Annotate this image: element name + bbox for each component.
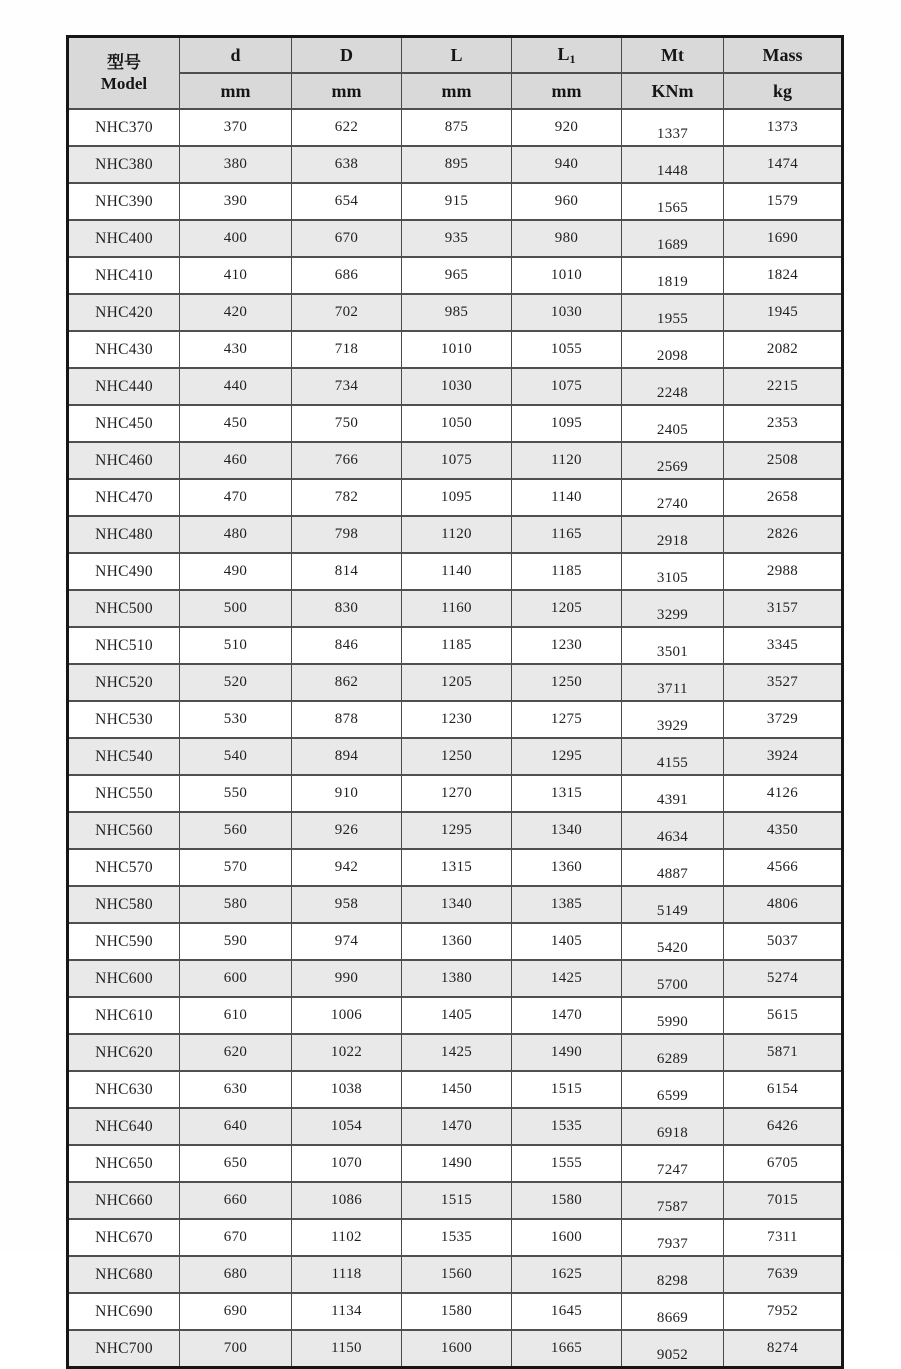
value-cell: 1050 <box>402 405 512 442</box>
value-cell: 3929 <box>622 701 724 738</box>
value-cell: 895 <box>402 146 512 183</box>
table-row <box>68 1034 843 1071</box>
value-cell: 1689 <box>622 220 724 257</box>
value-cell: 1425 <box>512 960 622 997</box>
value-cell: 6599 <box>622 1071 724 1108</box>
value-cell: 910 <box>292 775 402 812</box>
model-cell: NHC370 <box>68 109 180 146</box>
model-cell: NHC570 <box>68 849 180 886</box>
model-cell: NHC660 <box>68 1182 180 1219</box>
value-cell: 6289 <box>622 1034 724 1071</box>
value-cell: 1275 <box>512 701 622 738</box>
value-cell: 5037 <box>724 923 843 960</box>
column-header-Mass: Mass <box>724 37 843 74</box>
model-cell: NHC700 <box>68 1330 180 1368</box>
model-cell: NHC510 <box>68 627 180 664</box>
table-row <box>68 220 843 257</box>
model-cell: NHC460 <box>68 442 180 479</box>
value-cell: 530 <box>180 701 292 738</box>
value-cell: 610 <box>180 997 292 1034</box>
value-cell: 1185 <box>512 553 622 590</box>
table-row <box>68 405 843 442</box>
table-row <box>68 627 843 664</box>
value-cell: 4634 <box>622 812 724 849</box>
table-row <box>68 1330 843 1368</box>
model-cell: NHC400 <box>68 220 180 257</box>
value-cell: 560 <box>180 812 292 849</box>
value-cell: 1185 <box>402 627 512 664</box>
value-cell: 1945 <box>724 294 843 331</box>
model-cell: NHC540 <box>68 738 180 775</box>
value-cell: 2988 <box>724 553 843 590</box>
value-cell: 1405 <box>402 997 512 1034</box>
table-row <box>68 442 843 479</box>
value-cell: 750 <box>292 405 402 442</box>
value-cell: 1160 <box>402 590 512 627</box>
header-row-labels <box>68 37 843 74</box>
value-cell: 1474 <box>724 146 843 183</box>
value-cell: 1625 <box>512 1256 622 1293</box>
value-cell: 2082 <box>724 331 843 368</box>
model-cell: NHC410 <box>68 257 180 294</box>
value-cell: 2740 <box>622 479 724 516</box>
column-header-L: L <box>402 37 512 74</box>
table-row <box>68 849 843 886</box>
model-cell: NHC550 <box>68 775 180 812</box>
value-cell: 2569 <box>622 442 724 479</box>
value-cell: 3299 <box>622 590 724 627</box>
value-cell: 2658 <box>724 479 843 516</box>
table-body <box>68 109 843 1368</box>
model-cell: NHC600 <box>68 960 180 997</box>
value-cell: 1075 <box>512 368 622 405</box>
value-cell: 1054 <box>292 1108 402 1145</box>
value-cell: 920 <box>512 109 622 146</box>
value-cell: 3345 <box>724 627 843 664</box>
value-cell: 440 <box>180 368 292 405</box>
value-cell: 894 <box>292 738 402 775</box>
value-cell: 450 <box>180 405 292 442</box>
value-cell: 7015 <box>724 1182 843 1219</box>
value-cell: 4391 <box>622 775 724 812</box>
model-cell: NHC650 <box>68 1145 180 1182</box>
value-cell: 3527 <box>724 664 843 701</box>
table-row <box>68 1182 843 1219</box>
value-cell: 2918 <box>622 516 724 553</box>
column-header-L1 <box>512 37 622 74</box>
value-cell: 4806 <box>724 886 843 923</box>
value-cell: 1010 <box>512 257 622 294</box>
value-cell: 7952 <box>724 1293 843 1330</box>
value-cell: 1295 <box>402 812 512 849</box>
table-row <box>68 1071 843 1108</box>
value-cell: 846 <box>292 627 402 664</box>
value-cell: 935 <box>402 220 512 257</box>
model-cell: NHC440 <box>68 368 180 405</box>
value-cell: 1205 <box>402 664 512 701</box>
value-cell: 1010 <box>402 331 512 368</box>
value-cell: 2508 <box>724 442 843 479</box>
model-cell: NHC580 <box>68 886 180 923</box>
value-cell: 830 <box>292 590 402 627</box>
table-row <box>68 331 843 368</box>
value-cell: 1515 <box>402 1182 512 1219</box>
model-cell: NHC480 <box>68 516 180 553</box>
table-row <box>68 516 843 553</box>
value-cell: 798 <box>292 516 402 553</box>
value-cell: 1150 <box>292 1330 402 1368</box>
value-cell: 1075 <box>402 442 512 479</box>
value-cell: 380 <box>180 146 292 183</box>
value-cell: 640 <box>180 1108 292 1145</box>
value-cell: 1565 <box>622 183 724 220</box>
value-cell: 1030 <box>512 294 622 331</box>
value-cell: 3501 <box>622 627 724 664</box>
value-cell: 1955 <box>622 294 724 331</box>
value-cell: 8274 <box>724 1330 843 1368</box>
table-row <box>68 1108 843 1145</box>
L1-subscript: 1 <box>569 51 576 66</box>
value-cell: 1095 <box>402 479 512 516</box>
value-cell: 2353 <box>724 405 843 442</box>
table-row <box>68 1145 843 1182</box>
value-cell: 7639 <box>724 1256 843 1293</box>
table-row <box>68 109 843 146</box>
value-cell: 1006 <box>292 997 402 1034</box>
table-row <box>68 257 843 294</box>
value-cell: 1535 <box>402 1219 512 1256</box>
value-cell: 480 <box>180 516 292 553</box>
table-row <box>68 294 843 331</box>
value-cell: 410 <box>180 257 292 294</box>
value-cell: 4350 <box>724 812 843 849</box>
value-cell: 5420 <box>622 923 724 960</box>
value-cell: 1373 <box>724 109 843 146</box>
table-row <box>68 775 843 812</box>
value-cell: 4126 <box>724 775 843 812</box>
value-cell: 370 <box>180 109 292 146</box>
value-cell: 1230 <box>402 701 512 738</box>
value-cell: 4155 <box>622 738 724 775</box>
value-cell: 1022 <box>292 1034 402 1071</box>
value-cell: 2248 <box>622 368 724 405</box>
model-cell: NHC670 <box>68 1219 180 1256</box>
value-cell: 430 <box>180 331 292 368</box>
value-cell: 550 <box>180 775 292 812</box>
value-cell: 1140 <box>402 553 512 590</box>
value-cell: 570 <box>180 849 292 886</box>
value-cell: 718 <box>292 331 402 368</box>
value-cell: 1070 <box>292 1145 402 1182</box>
column-header-D: D <box>292 37 402 74</box>
value-cell: 1086 <box>292 1182 402 1219</box>
model-cell: NHC430 <box>68 331 180 368</box>
model-cell: NHC490 <box>68 553 180 590</box>
table-row <box>68 701 843 738</box>
value-cell: 654 <box>292 183 402 220</box>
model-cell: NHC420 <box>68 294 180 331</box>
model-cell: NHC470 <box>68 479 180 516</box>
value-cell: 540 <box>180 738 292 775</box>
value-cell: 1205 <box>512 590 622 627</box>
value-cell: 1690 <box>724 220 843 257</box>
value-cell: 1340 <box>512 812 622 849</box>
value-cell: 6426 <box>724 1108 843 1145</box>
value-cell: 1120 <box>512 442 622 479</box>
value-cell: 915 <box>402 183 512 220</box>
value-cell: 1580 <box>512 1182 622 1219</box>
table-row <box>68 590 843 627</box>
value-cell: 680 <box>180 1256 292 1293</box>
value-cell: 1250 <box>402 738 512 775</box>
unit-L: mm <box>402 73 512 109</box>
value-cell: 638 <box>292 146 402 183</box>
value-cell: 590 <box>180 923 292 960</box>
value-cell: 1055 <box>512 331 622 368</box>
value-cell: 1385 <box>512 886 622 923</box>
unit-L1: mm <box>512 73 622 109</box>
value-cell: 2405 <box>622 405 724 442</box>
model-cell: NHC560 <box>68 812 180 849</box>
model-cell: NHC690 <box>68 1293 180 1330</box>
model-cell: NHC500 <box>68 590 180 627</box>
value-cell: 766 <box>292 442 402 479</box>
value-cell: 960 <box>512 183 622 220</box>
value-cell: 734 <box>292 368 402 405</box>
value-cell: 686 <box>292 257 402 294</box>
value-cell: 1665 <box>512 1330 622 1368</box>
value-cell: 1360 <box>402 923 512 960</box>
value-cell: 782 <box>292 479 402 516</box>
value-cell: 3105 <box>622 553 724 590</box>
table-row <box>68 183 843 220</box>
value-cell: 1095 <box>512 405 622 442</box>
value-cell: 420 <box>180 294 292 331</box>
spec-table <box>66 35 844 1369</box>
model-cell: NHC640 <box>68 1108 180 1145</box>
model-header-zh: 型号 <box>107 52 141 72</box>
value-cell: 875 <box>402 109 512 146</box>
value-cell: 9052 <box>622 1330 724 1368</box>
value-cell: 510 <box>180 627 292 664</box>
value-cell: 4566 <box>724 849 843 886</box>
value-cell: 620 <box>180 1034 292 1071</box>
value-cell: 1038 <box>292 1071 402 1108</box>
value-cell: 650 <box>180 1145 292 1182</box>
value-cell: 690 <box>180 1293 292 1330</box>
table-row <box>68 368 843 405</box>
value-cell: 1165 <box>512 516 622 553</box>
value-cell: 5615 <box>724 997 843 1034</box>
value-cell: 1490 <box>402 1145 512 1182</box>
table-row <box>68 923 843 960</box>
model-cell: NHC530 <box>68 701 180 738</box>
value-cell: 6154 <box>724 1071 843 1108</box>
value-cell: 1360 <box>512 849 622 886</box>
value-cell: 1405 <box>512 923 622 960</box>
value-cell: 965 <box>402 257 512 294</box>
value-cell: 862 <box>292 664 402 701</box>
L1-label: L <box>557 43 570 64</box>
value-cell: 1600 <box>512 1219 622 1256</box>
value-cell: 878 <box>292 701 402 738</box>
value-cell: 7311 <box>724 1219 843 1256</box>
value-cell: 1470 <box>512 997 622 1034</box>
value-cell: 1270 <box>402 775 512 812</box>
model-cell: NHC610 <box>68 997 180 1034</box>
unit-Mass: kg <box>724 73 843 109</box>
column-header-Mt: Mt <box>622 37 724 74</box>
value-cell: 1580 <box>402 1293 512 1330</box>
table-row <box>68 146 843 183</box>
unit-D: mm <box>292 73 402 109</box>
value-cell: 5700 <box>622 960 724 997</box>
value-cell: 5871 <box>724 1034 843 1071</box>
value-cell: 1315 <box>402 849 512 886</box>
value-cell: 1450 <box>402 1071 512 1108</box>
unit-d: mm <box>180 73 292 109</box>
value-cell: 460 <box>180 442 292 479</box>
value-cell: 7937 <box>622 1219 724 1256</box>
value-cell: 490 <box>180 553 292 590</box>
value-cell: 2215 <box>724 368 843 405</box>
value-cell: 1490 <box>512 1034 622 1071</box>
value-cell: 926 <box>292 812 402 849</box>
value-cell: 990 <box>292 960 402 997</box>
model-header-en: Model <box>100 74 148 93</box>
value-cell: 500 <box>180 590 292 627</box>
value-cell: 660 <box>180 1182 292 1219</box>
model-cell: NHC630 <box>68 1071 180 1108</box>
value-cell: 390 <box>180 183 292 220</box>
table-row <box>68 886 843 923</box>
value-cell: 3729 <box>724 701 843 738</box>
model-cell: NHC520 <box>68 664 180 701</box>
table-row <box>68 1256 843 1293</box>
value-cell: 470 <box>180 479 292 516</box>
value-cell: 980 <box>512 220 622 257</box>
model-cell: NHC590 <box>68 923 180 960</box>
model-cell: NHC620 <box>68 1034 180 1071</box>
unit-Mt: KNm <box>622 73 724 109</box>
model-cell: NHC680 <box>68 1256 180 1293</box>
value-cell: 2826 <box>724 516 843 553</box>
table-row <box>68 738 843 775</box>
value-cell: 1600 <box>402 1330 512 1368</box>
table-row <box>68 1219 843 1256</box>
value-cell: 1535 <box>512 1108 622 1145</box>
value-cell: 1645 <box>512 1293 622 1330</box>
value-cell: 1824 <box>724 257 843 294</box>
column-header-d: d <box>180 37 292 74</box>
value-cell: 3711 <box>622 664 724 701</box>
table-row <box>68 553 843 590</box>
value-cell: 1470 <box>402 1108 512 1145</box>
value-cell: 670 <box>292 220 402 257</box>
value-cell: 1425 <box>402 1034 512 1071</box>
value-cell: 7247 <box>622 1145 724 1182</box>
value-cell: 958 <box>292 886 402 923</box>
value-cell: 814 <box>292 553 402 590</box>
value-cell: 8669 <box>622 1293 724 1330</box>
value-cell: 580 <box>180 886 292 923</box>
model-cell: NHC450 <box>68 405 180 442</box>
value-cell: 7587 <box>622 1182 724 1219</box>
value-cell: 1560 <box>402 1256 512 1293</box>
value-cell: 702 <box>292 294 402 331</box>
value-cell: 622 <box>292 109 402 146</box>
model-cell: NHC390 <box>68 183 180 220</box>
value-cell: 3157 <box>724 590 843 627</box>
value-cell: 1380 <box>402 960 512 997</box>
value-cell: 8298 <box>622 1256 724 1293</box>
value-cell: 940 <box>512 146 622 183</box>
table-row <box>68 664 843 701</box>
value-cell: 3924 <box>724 738 843 775</box>
value-cell: 4887 <box>622 849 724 886</box>
value-cell: 1120 <box>402 516 512 553</box>
column-header-model <box>68 37 180 110</box>
value-cell: 1140 <box>512 479 622 516</box>
value-cell: 1819 <box>622 257 724 294</box>
value-cell: 1230 <box>512 627 622 664</box>
value-cell: 1118 <box>292 1256 402 1293</box>
table-row <box>68 960 843 997</box>
value-cell: 1555 <box>512 1145 622 1182</box>
value-cell: 400 <box>180 220 292 257</box>
value-cell: 5274 <box>724 960 843 997</box>
value-cell: 1448 <box>622 146 724 183</box>
model-cell: NHC380 <box>68 146 180 183</box>
value-cell: 520 <box>180 664 292 701</box>
value-cell: 1250 <box>512 664 622 701</box>
value-cell: 6918 <box>622 1108 724 1145</box>
value-cell: 1315 <box>512 775 622 812</box>
value-cell: 974 <box>292 923 402 960</box>
value-cell: 942 <box>292 849 402 886</box>
table-row <box>68 812 843 849</box>
value-cell: 985 <box>402 294 512 331</box>
table-header <box>68 37 843 110</box>
value-cell: 1337 <box>622 109 724 146</box>
value-cell: 5149 <box>622 886 724 923</box>
value-cell: 1102 <box>292 1219 402 1256</box>
value-cell: 670 <box>180 1219 292 1256</box>
table-row <box>68 997 843 1034</box>
value-cell: 1340 <box>402 886 512 923</box>
value-cell: 1579 <box>724 183 843 220</box>
value-cell: 1030 <box>402 368 512 405</box>
value-cell: 1134 <box>292 1293 402 1330</box>
value-cell: 700 <box>180 1330 292 1368</box>
value-cell: 2098 <box>622 331 724 368</box>
value-cell: 630 <box>180 1071 292 1108</box>
value-cell: 600 <box>180 960 292 997</box>
table-row <box>68 479 843 516</box>
value-cell: 1515 <box>512 1071 622 1108</box>
value-cell: 6705 <box>724 1145 843 1182</box>
header-row-units <box>68 73 843 109</box>
table-row <box>68 1293 843 1330</box>
value-cell: 5990 <box>622 997 724 1034</box>
value-cell: 1295 <box>512 738 622 775</box>
